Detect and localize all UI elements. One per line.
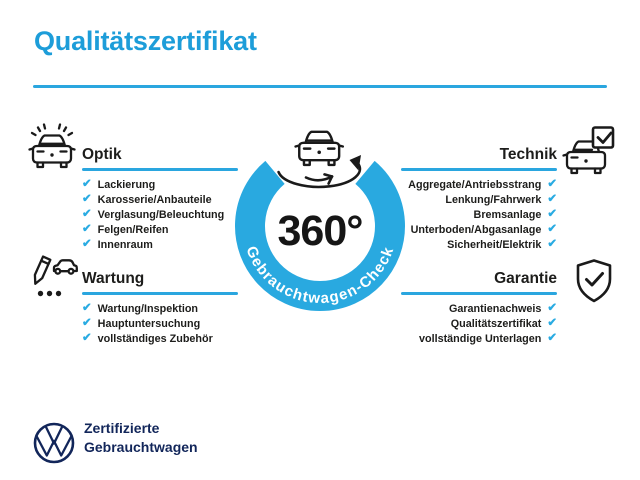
check-icon: ✔ [547, 193, 557, 206]
check-item-label: Garantienachweis [448, 303, 542, 315]
section-title-optik: Optik [82, 146, 122, 163]
ring-label: Gebrauchtwagen-Check [242, 243, 398, 308]
check-item [82, 332, 238, 347]
check-item-label: Innenraum [97, 239, 153, 251]
vw-logo [32, 421, 76, 465]
check-icon: ✔ [82, 317, 92, 330]
check-icon: ✔ [547, 238, 557, 251]
small-rotation-arrow-icon [306, 174, 332, 183]
check-icon: ✔ [547, 317, 557, 330]
check-icon: ✔ [82, 193, 92, 206]
check-item-label: vollständiges Zubehör [97, 333, 213, 345]
check-item-label: Verglasung/Beleuchtung [97, 209, 225, 221]
check-icon: ✔ [82, 208, 92, 221]
degree-label: 360° [277, 207, 363, 255]
brand-line2: Gebrauchtwagen [84, 439, 198, 455]
check-icon: ✔ [82, 178, 92, 191]
check-item [401, 332, 557, 347]
car-rotation-icon [296, 132, 343, 165]
page-title: Qualitätszertifikat [34, 26, 257, 56]
check-icon: ✔ [547, 332, 557, 345]
check-item-label: vollständige Unterlagen [418, 333, 542, 345]
check-item-label: Qualitätszertifikat [450, 318, 542, 330]
check-item-label: Aggregate/Antriebsstrang [408, 179, 542, 191]
check-item-label: Karosserie/Anbauteile [97, 194, 212, 206]
section-title-technik: Technik [499, 146, 557, 163]
check-icon: ✔ [82, 302, 92, 315]
brand-line1: Zertifizierte [84, 420, 160, 436]
check-item-label: Lackierung [97, 179, 156, 191]
check-icon: ✔ [547, 178, 557, 191]
check-item-label: Wartung/Inspektion [97, 303, 199, 315]
check-item-label: Bremsanlage [473, 209, 542, 221]
shield-check-icon [574, 258, 614, 304]
check-item-label: Unterboden/Abgasanlage [410, 224, 542, 236]
check-icon: ✔ [547, 208, 557, 221]
check-item-label: Hauptuntersuchung [97, 318, 201, 330]
check-icon: ✔ [82, 223, 92, 236]
check-icon: ✔ [82, 332, 92, 345]
check-item-label: Lenkung/Fahrwerk [445, 194, 542, 206]
check-item-label: Felgen/Reifen [97, 224, 169, 236]
section-title-wartung: Wartung [82, 270, 145, 287]
check-icon: ✔ [82, 238, 92, 251]
car-checkbox-icon [562, 126, 616, 176]
section-title-garantie: Garantie [494, 270, 557, 287]
check-item-label: Sicherheit/Elektrik [447, 239, 542, 251]
inspection-pen-icon [28, 254, 78, 300]
car-shine-icon [28, 122, 76, 170]
title-rule [33, 85, 607, 88]
brand-text [84, 419, 198, 457]
center-360-graphic [190, 105, 450, 325]
check-icon: ✔ [547, 223, 557, 236]
check-icon: ✔ [547, 302, 557, 315]
